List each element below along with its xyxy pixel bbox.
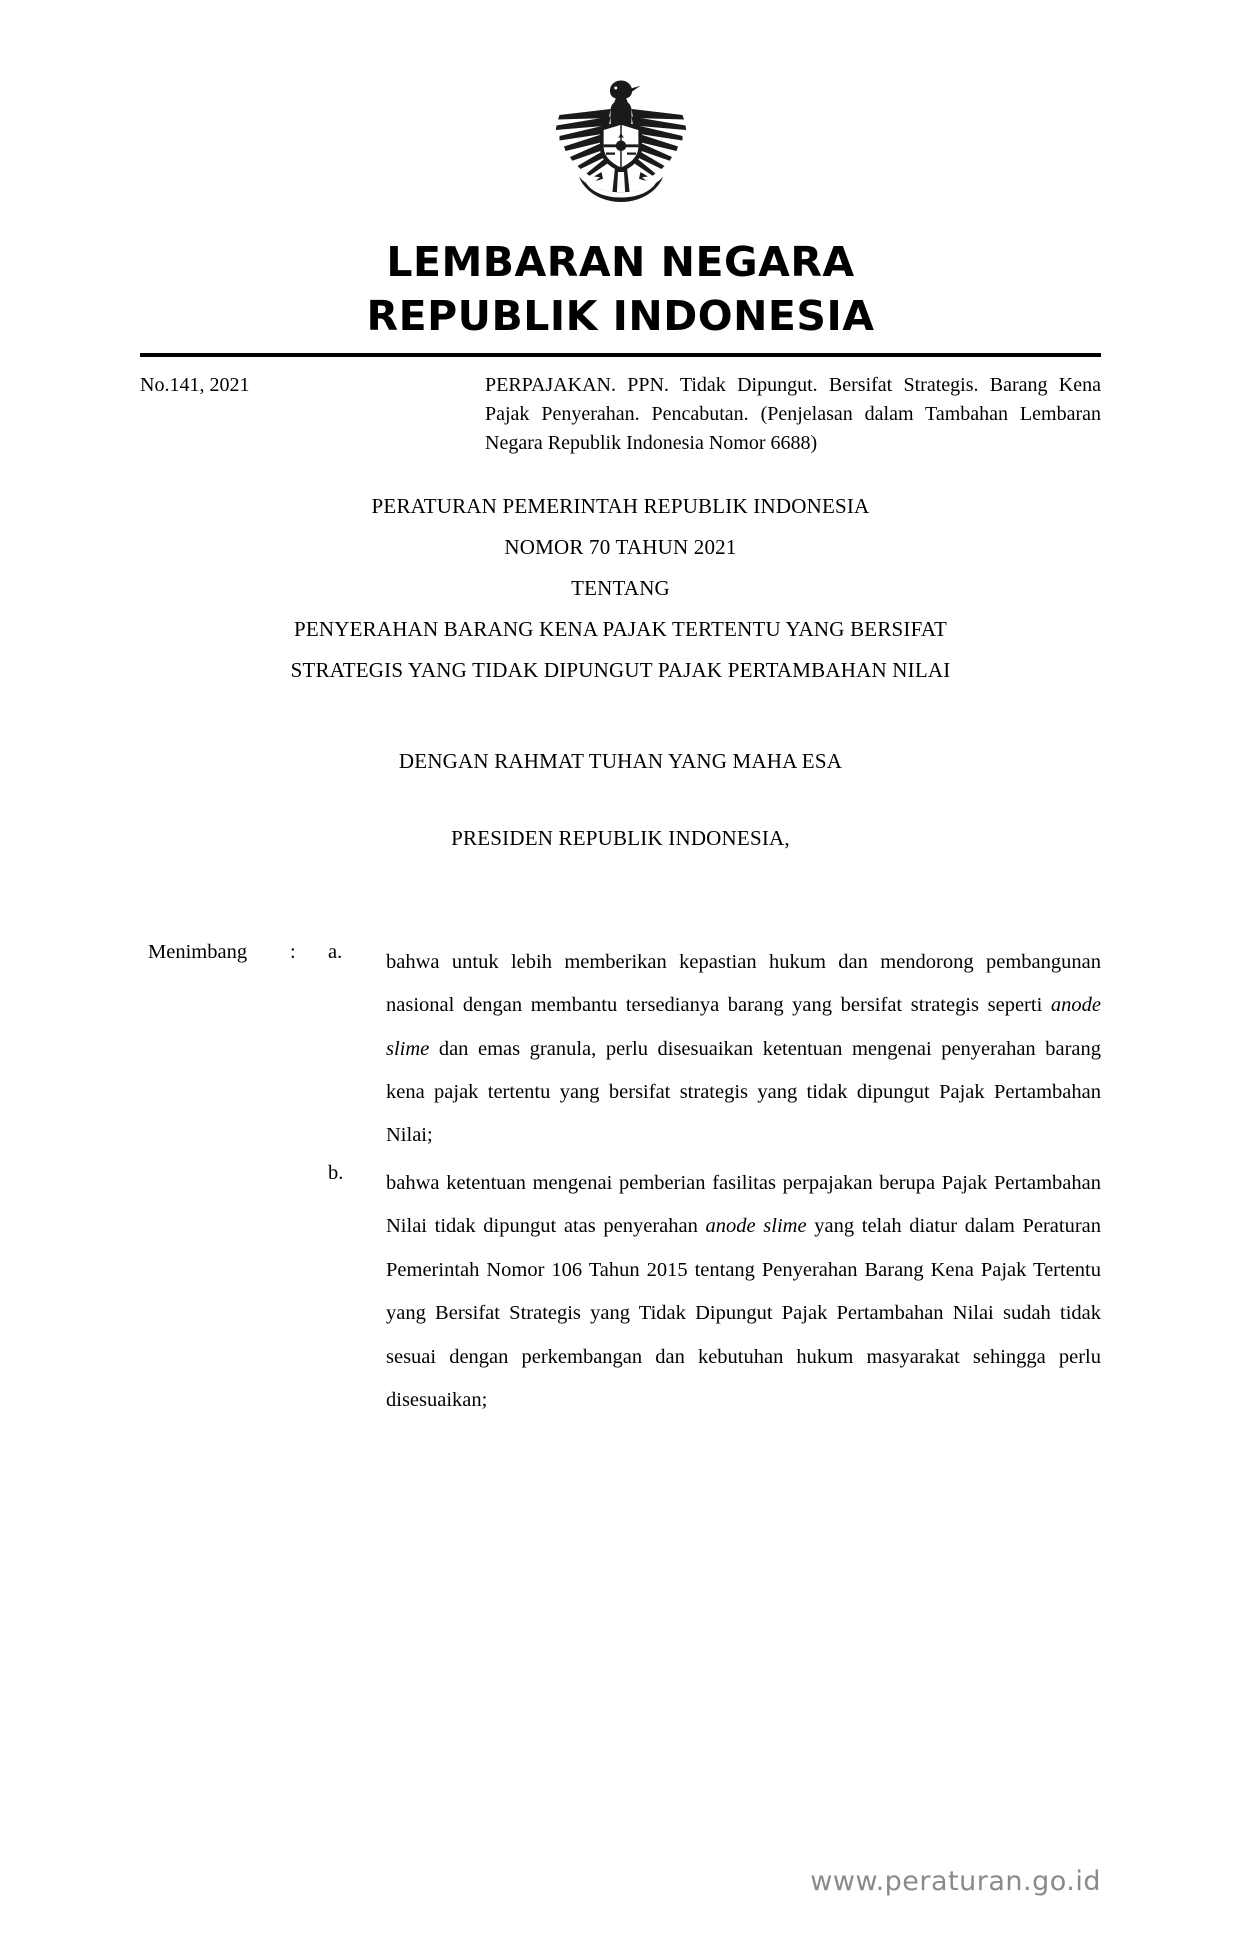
considerations-label: Menimbang bbox=[148, 940, 248, 963]
considerations-colon: : bbox=[290, 940, 296, 963]
consideration-text-a bbox=[386, 941, 1101, 1158]
masthead-line-1: LEMBARAN NEGARA bbox=[386, 238, 855, 286]
consideration-item-a bbox=[140, 941, 1101, 1158]
title-block bbox=[140, 486, 1101, 691]
consideration-letter-b: b. bbox=[328, 1161, 344, 1184]
regulation-about-label: TENTANG bbox=[571, 575, 670, 600]
emblem-container bbox=[140, 70, 1101, 230]
consideration-a-part1: bahwa untuk lebih memberikan kepastian hukum dan mendorong pembangunan nasional dengan membantu tersedianya barang yang bersifat strategis seperti bbox=[386, 950, 1101, 1017]
gazette-number: No.141, 2021 bbox=[140, 373, 250, 396]
regulation-number: NOMOR 70 TAHUN 2021 bbox=[504, 534, 737, 559]
header-info-row bbox=[140, 371, 1101, 458]
consideration-a-italic: anode slime bbox=[386, 994, 1101, 1060]
masthead-divider bbox=[140, 353, 1101, 357]
president-line: PRESIDEN REPUBLIK INDONESIA, bbox=[451, 825, 790, 850]
consideration-letter-a: a. bbox=[328, 940, 343, 963]
masthead bbox=[140, 236, 1101, 343]
blessing-line: DENGAN RAHMAT TUHAN YANG MAHA ESA bbox=[398, 748, 843, 773]
site-watermark: www.peraturan.go.id bbox=[810, 1866, 1101, 1897]
masthead-line-2: REPUBLIK INDONESIA bbox=[366, 292, 875, 341]
regulation-subject-line-1: PENYERAHAN BARANG KENA PAJAK TERTENTU YANG BERSIFAT bbox=[294, 616, 947, 641]
consideration-a-part2: dan emas granula, perlu disesuaikan ketentuan mengenai penyerahan barang kena pajak tertentu yang bersifat strategis yang tidak dipungut Pajak Pertambahan Nilai; bbox=[386, 1037, 1101, 1147]
consideration-b-part2: yang telah diatur dalam Peraturan Pemerintah Nomor 106 Tahun 2015 tentang Penyerahan Barang Kena Pajak Tertentu yang Bersifat Strategis yang Tidak Dipungut Pajak Pertambahan Nilai sudah tidak sesuai dengan perkembangan dan kebutuhan hukum masyarakat sehingga perlu disesuaikan; bbox=[386, 1215, 1102, 1412]
considerations-section bbox=[140, 941, 1101, 1423]
gazette-subject: PERPAJAKAN. PPN. Tidak Dipungut. Bersifat Strategis. Barang Kena Pajak Penyerahan. Pencabutan. (Penjelasan dalam Tambahan Lembaran Negara Republik Indonesia Nomor 6688) bbox=[485, 373, 1101, 454]
consideration-text-b bbox=[386, 1162, 1101, 1423]
consideration-b-italic: anode slime bbox=[705, 1215, 807, 1238]
consideration-b-part1: bahwa ketentuan mengenai pemberian fasilitas perpajakan berupa Pajak Pertambahan Nilai tidak dipungut atas penyerahan bbox=[386, 1171, 1101, 1238]
regulation-subject-line-2: STRATEGIS YANG TIDAK DIPUNGUT PAJAK PERTAMBAHAN NILAI bbox=[290, 657, 951, 682]
garuda-pancasila-emblem bbox=[546, 70, 696, 220]
consideration-item-b bbox=[140, 1162, 1101, 1423]
regulation-authority: PERATURAN PEMERINTAH REPUBLIK INDONESIA bbox=[371, 493, 870, 518]
